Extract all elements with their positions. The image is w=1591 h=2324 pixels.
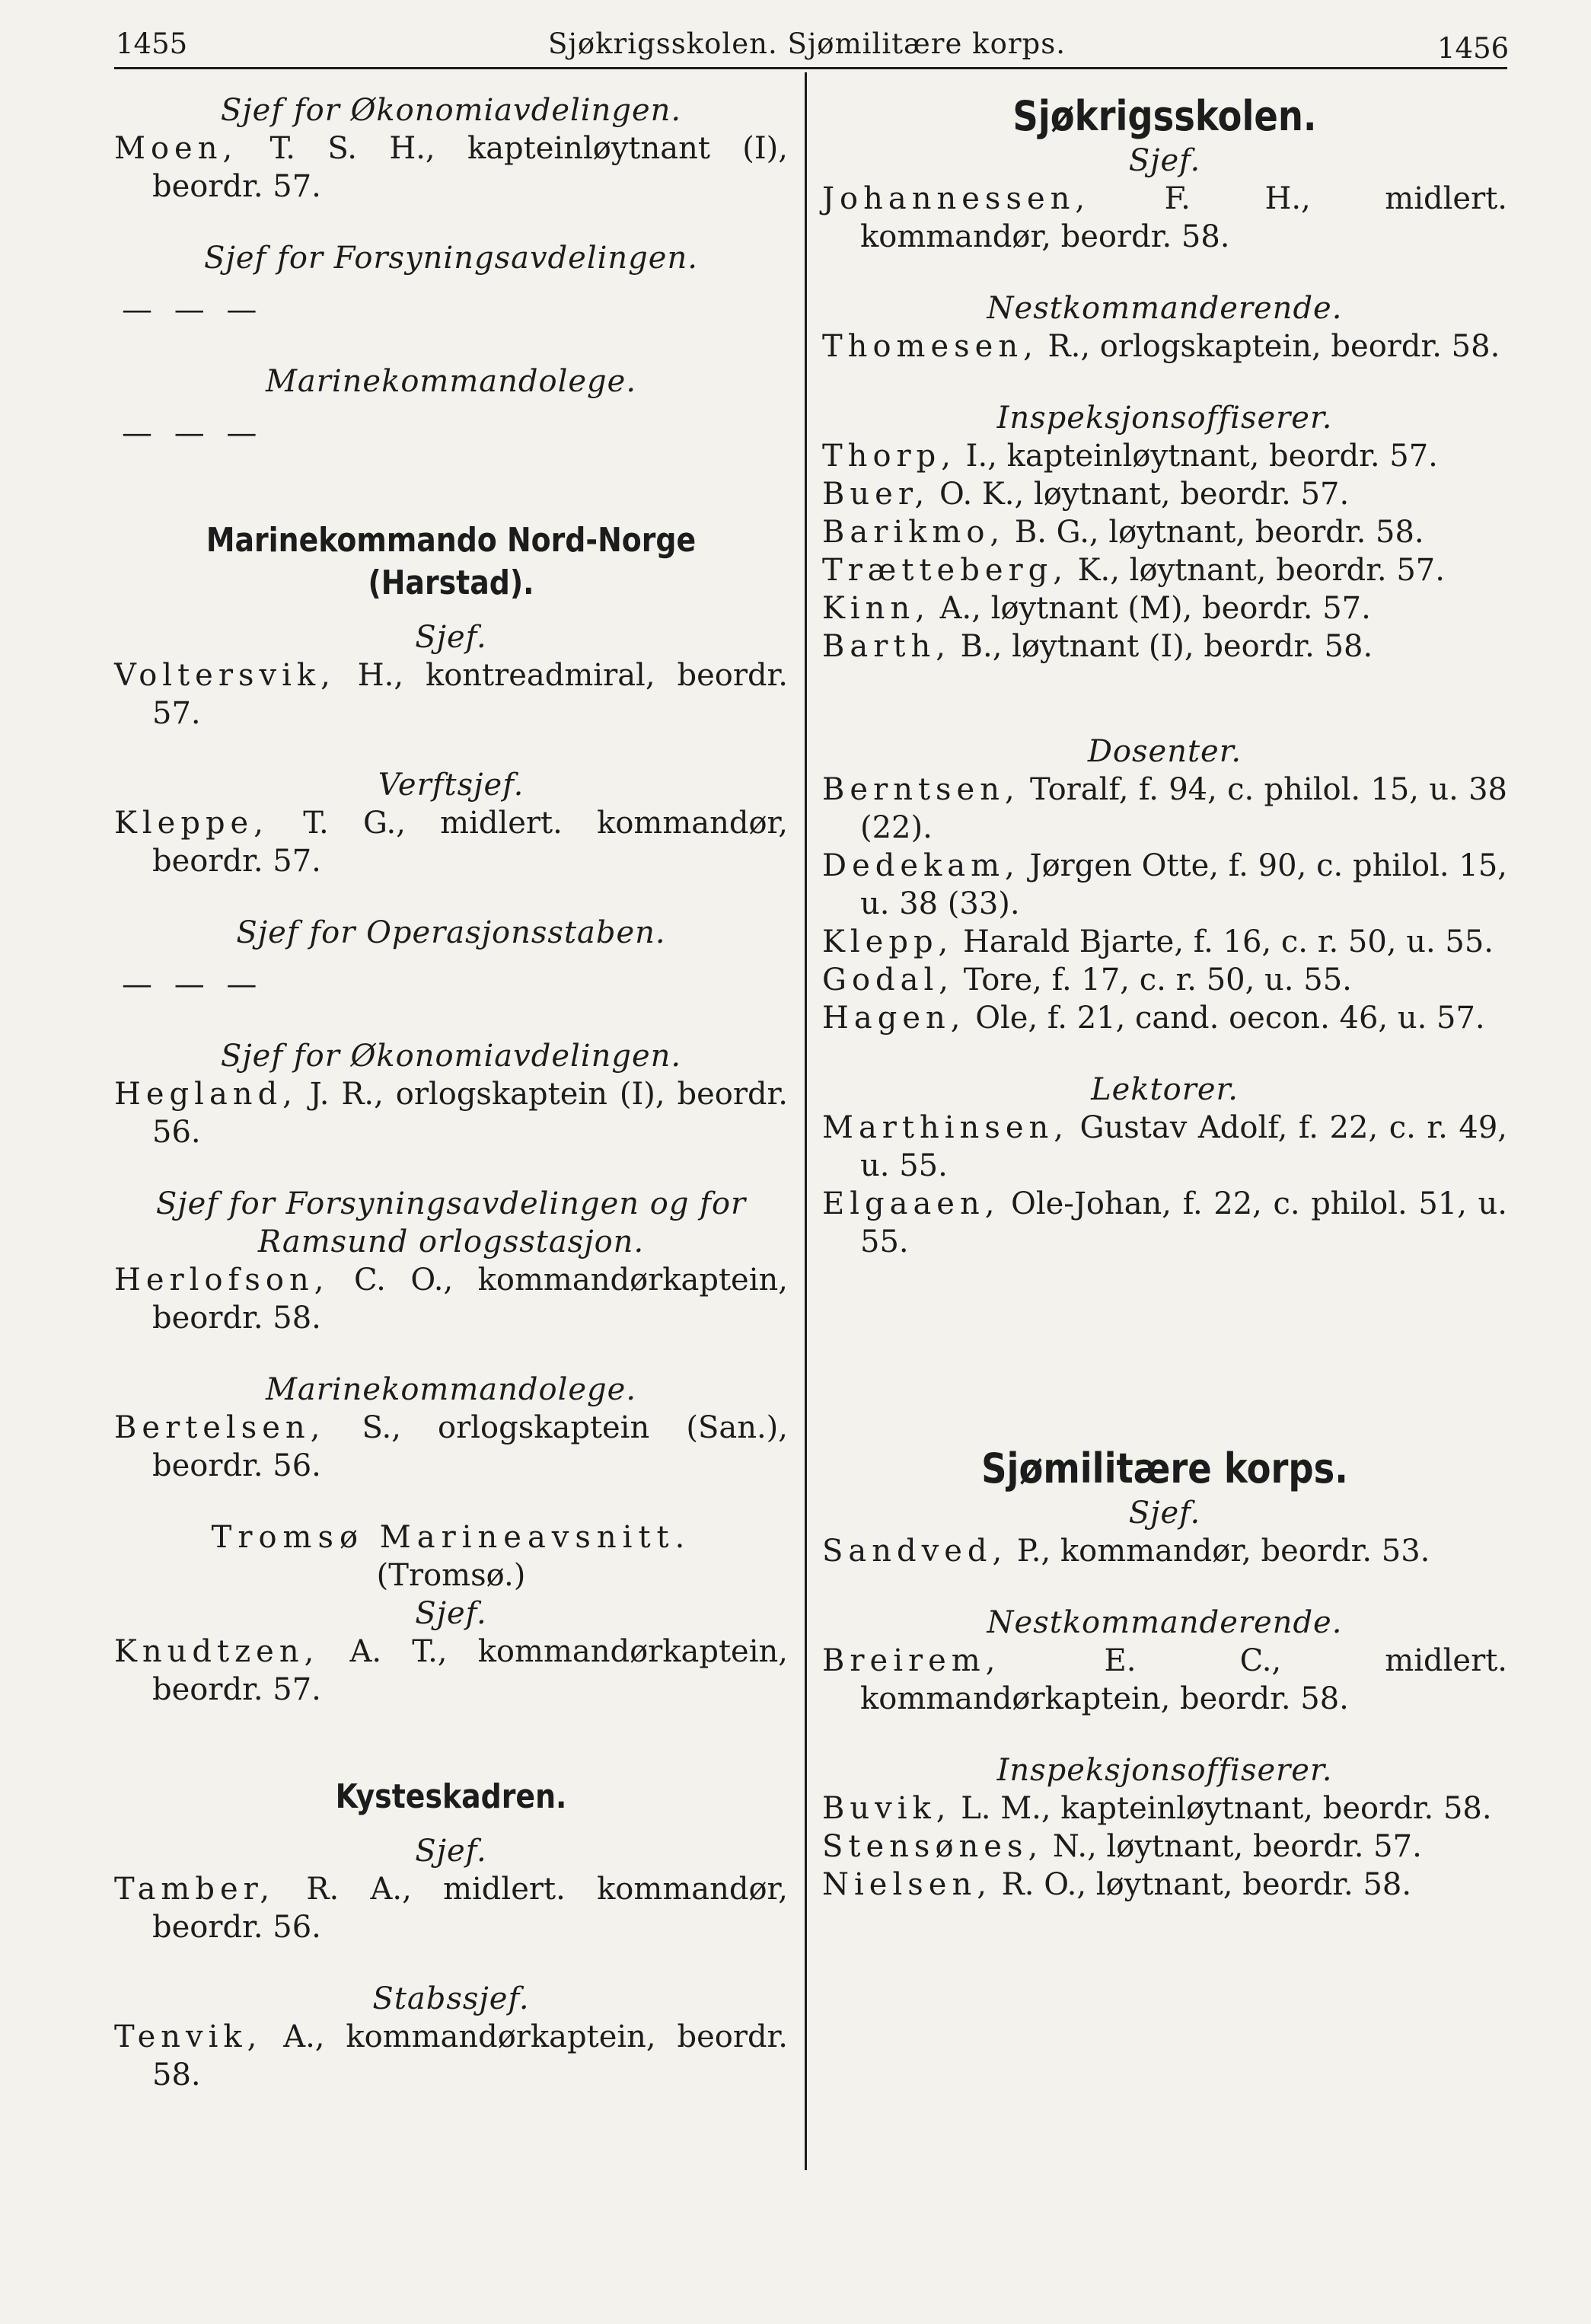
entry-name: Hagen, <box>822 1001 966 1036</box>
page-number-right: 1456 <box>1437 32 1510 65</box>
section-heading: Dosenter. <box>1087 734 1242 769</box>
entry-text: K., løytnant, beordr. 57. <box>1067 553 1445 588</box>
personnel-entry <box>822 1789 1507 1828</box>
personnel-entry <box>822 923 1507 961</box>
personnel-entry <box>114 656 788 733</box>
vacant-dash: — — — <box>122 967 263 1002</box>
column-divider <box>805 72 807 2170</box>
entry-name: Breirem, <box>822 1643 1001 1678</box>
entry-text: L. M., kapteinløytnant, beordr. 58. <box>951 1791 1492 1826</box>
page-header <box>0 17 1591 70</box>
entry-name: Voltersvik, <box>114 658 336 693</box>
entry-name: Barikmo, <box>822 515 1006 550</box>
personnel-entry <box>822 999 1507 1037</box>
entry-name: Knudtzen, <box>114 1634 320 1669</box>
entry-name: Elgaaen, <box>822 1186 1000 1221</box>
entry-text: A. T., kommandørkaptein, beordr. 57. <box>152 1634 788 1707</box>
section-title: Sjøkrigsskolen. <box>1012 92 1317 140</box>
unit-subtitle: (Tromsø.) <box>376 1558 526 1593</box>
personnel-entry <box>822 1828 1507 1866</box>
entry-name: Barth, <box>822 629 951 664</box>
personnel-entry <box>822 1109 1507 1185</box>
running-title: Sjøkrigsskolen. Sjømilitære korps. <box>548 27 1066 60</box>
entry-text: I., kapteinløytnant, beordr. 57. <box>955 439 1438 474</box>
unit-title: Tromsø Marineavsnitt. <box>211 1520 691 1555</box>
right-column <box>822 91 1507 1904</box>
entry-name: Hegland, <box>114 1077 298 1112</box>
personnel-entry <box>114 1633 788 1709</box>
entry-name: Tamber, <box>114 1872 276 1907</box>
entry-name: Buvik, <box>822 1791 952 1826</box>
entry-name: Bertelsen, <box>114 1410 326 1445</box>
section-heading: Sjef for Økonomiavdelingen. <box>220 93 682 128</box>
entry-text: T. G., midlert. kommandør, beordr. 57. <box>152 806 788 879</box>
personnel-entry <box>114 1409 788 1485</box>
entry-name: Stensønes, <box>822 1829 1044 1864</box>
section-heading: Marinekommandolege. <box>265 364 637 399</box>
entry-name: Herlofson, <box>114 1263 330 1298</box>
entry-text: B. G., løytnant, beordr. 58. <box>1005 515 1424 550</box>
section-heading: Sjef for Operasjonsstaben. <box>236 915 666 950</box>
entry-text: Ole, f. 21, cand. oecon. 46, u. 57. <box>965 1001 1485 1036</box>
section-heading: Marinekommandolege. <box>265 1372 637 1407</box>
personnel-entry <box>822 1642 1507 1718</box>
section-heading: Nestkommanderende. <box>987 1605 1343 1640</box>
section-heading: Sjef. <box>415 1596 487 1631</box>
entry-text: N., løytnant, beordr. 57. <box>1043 1829 1422 1864</box>
entry-text: T. S. H., kapteinløytnant (I), beordr. 57. <box>152 131 788 204</box>
entry-text: B., løytnant (I), beordr. 58. <box>950 629 1373 664</box>
personnel-entry <box>822 771 1507 847</box>
personnel-entry <box>822 551 1507 589</box>
section-heading: Sjef. <box>415 1834 487 1869</box>
vacant-dash: — — — <box>122 416 263 451</box>
entry-name: Berntsen, <box>822 772 1020 807</box>
personnel-entry <box>822 847 1507 923</box>
entry-name: Sandved, <box>822 1534 1008 1569</box>
unit-subtitle: (Harstad). <box>368 563 534 602</box>
entry-text: E. C., midlert. kommandørkaptein, beordr. 58. <box>860 1643 1507 1716</box>
section-heading: Sjef for Forsyningsavdelingen. <box>204 241 698 276</box>
personnel-entry <box>114 1261 788 1337</box>
entry-name: Moen, <box>114 131 238 166</box>
entry-text: Toralf, f. 94, c. philol. 15, u. 38 (22). <box>860 772 1507 845</box>
entry-text: S., orlogskaptein (San.), beordr. 56. <box>152 1410 788 1483</box>
entry-text: Ole-Johan, f. 22, c. philol. 51, u. 55. <box>860 1186 1507 1259</box>
entry-name: Trætteberg, <box>822 553 1068 588</box>
entry-name: Buer, <box>822 477 930 512</box>
entry-name: Marthinsen, <box>822 1110 1069 1145</box>
left-column <box>114 91 788 2094</box>
entry-name: Klepp, <box>822 924 954 959</box>
vacant-dash: — — — <box>122 292 263 327</box>
unit-title: Kysteskadren. <box>335 1777 567 1816</box>
entry-name: Kinn, <box>822 591 930 626</box>
personnel-entry <box>822 627 1507 666</box>
section-title: Sjømilitære korps. <box>981 1445 1348 1492</box>
entry-text: O. K., løytnant, beordr. 57. <box>929 477 1350 512</box>
entry-text: C. O., kommandørkaptein, beordr. 58. <box>152 1263 788 1336</box>
entry-text: R. A., midlert. kommandør, beordr. 56. <box>152 1872 788 1945</box>
personnel-entry <box>114 129 788 206</box>
entry-text: Tore, f. 17, c. r. 50, u. 55. <box>954 962 1352 998</box>
entry-text: J. R., orlogskaptein (I), beordr. 56. <box>152 1077 788 1150</box>
personnel-entry <box>822 589 1507 627</box>
personnel-entry <box>822 475 1507 513</box>
entry-name: Thorp, <box>822 439 956 474</box>
entry-text: A., løytnant (M), beordr. 57. <box>929 591 1371 626</box>
entry-text: Gustav Adolf, f. 22, c. r. 49, u. 55. <box>860 1110 1507 1183</box>
entry-name: Dedekam, <box>822 848 1020 883</box>
entry-name: Nielsen, <box>822 1867 992 1902</box>
entry-name: Tenvik, <box>114 2019 263 2054</box>
entry-text: A., kommandørkaptein, beordr. 58. <box>152 2019 788 2093</box>
entry-name: Kleppe, <box>114 806 269 841</box>
personnel-entry <box>822 1185 1507 1261</box>
section-heading: Sjef. <box>1128 143 1201 178</box>
personnel-entry <box>822 961 1507 999</box>
section-heading: Nestkommanderende. <box>987 291 1343 326</box>
personnel-entry <box>822 1866 1507 1904</box>
personnel-entry <box>114 2018 788 2094</box>
entry-text: R. O., løytnant, beordr. 58. <box>991 1867 1412 1902</box>
entry-text: Jørgen Otte, f. 90, c. philol. 15, u. 38 (33). <box>860 848 1507 921</box>
entry-text: Harald Bjarte, f. 16, c. r. 50, u. 55. <box>953 924 1494 959</box>
entry-text: R., orlogskaptein, beordr. 58. <box>1038 329 1500 364</box>
unit-title: Marinekommando Nord-Norge <box>206 521 697 560</box>
section-heading: Verftsjef. <box>378 768 524 803</box>
personnel-entry <box>822 513 1507 551</box>
section-heading: Inspeksjonsoffiserer. <box>996 401 1333 436</box>
personnel-entry <box>114 1075 788 1151</box>
entry-text: H., kontreadmiral, beordr. 57. <box>152 658 788 731</box>
section-heading: Sjef for Økonomiavdelingen. <box>220 1039 682 1074</box>
page-number-left: 1455 <box>116 27 188 60</box>
section-heading: Sjef for Forsyningsavdelingen og for Ramsund orlogsstasjon. <box>155 1186 747 1259</box>
personnel-entry <box>822 437 1507 475</box>
personnel-entry <box>822 327 1507 366</box>
header-rule <box>114 67 1507 69</box>
section-heading: Lektorer. <box>1091 1072 1239 1107</box>
personnel-entry <box>114 804 788 880</box>
section-heading: Sjef. <box>1128 1496 1201 1531</box>
personnel-entry <box>822 180 1507 256</box>
entry-text: F. H., midlert. kommandør, beordr. 58. <box>860 181 1507 254</box>
entry-name: Thomesen, <box>822 329 1038 364</box>
entry-text: P., kommandør, beordr. 53. <box>1007 1534 1430 1569</box>
section-heading: Inspeksjonsoffiserer. <box>996 1753 1333 1788</box>
entry-name: Godal, <box>822 962 954 998</box>
section-heading: Sjef. <box>415 620 487 655</box>
entry-name: Johannessen, <box>822 181 1091 216</box>
personnel-entry <box>822 1532 1507 1570</box>
section-heading: Stabssjef. <box>372 1981 530 2016</box>
personnel-entry <box>114 1870 788 1946</box>
